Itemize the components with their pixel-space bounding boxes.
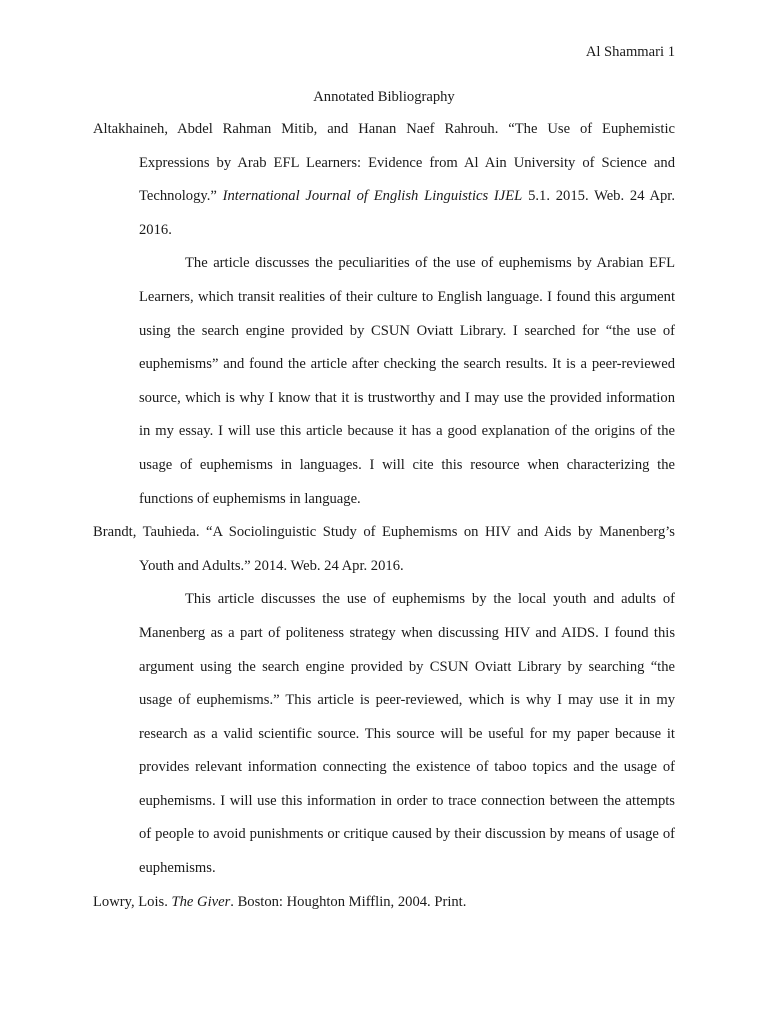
citation-text: 5.1. 2015. Web. 24 Apr. 2016. [139,188,675,238]
book-title: The Giver [171,893,231,910]
running-head: Al Shammari 1 [585,44,675,60]
citation-altakhaineh [93,113,675,247]
page-title: Annotated Bibliography [313,89,455,105]
annotation-altakhaineh: The article discusses the peculiarities of the use of euphemisms by Arabian EFL Learners, which transit realities of their culture to English language. I found this argument using the search engine provided by CSUN Oviatt Library. I searched for “the use of euphemisms” and found the article after checking the search results. It is a peer-reviewed source, which is why I know that it is trustworthy and I may use the provided information in my essay. I will use this article because it has a good explanation of the origins of the usage of euphemisms in languages. I will cite this resource when characterizing the functions of euphemisms in language. [139,255,675,507]
citation-text: Altakhaineh, Abdel Rahman Mitib, and Hanan Naef Rahrouh. “The Use of Euphemistic Expressions by Arab EFL Learners: Evidence from Al Ain University of Science and Technology.” [93,121,675,205]
bibliography-body [93,113,675,919]
citation-text: . Boston: Houghton Mifflin, 2004. Print. [230,893,467,910]
citation-text: Lowry, Lois. [93,893,172,910]
citation-brandt [93,516,675,583]
citation-lowry [93,886,675,920]
annotation-brandt: This article discusses the use of euphemisms by the local youth and adults of Manenberg as a part of politeness strategy when discussing HIV and AIDS. I found this argument using the search engine provided by CSUN Oviatt Library by searching “the usage of euphemisms.” This article is peer-reviewed, which is why I may use it in my research as a valid scientific source. This source will be useful for my paper because it provides relevant information connecting the existence of taboo topics and the usage of euphemisms. I will use this information in order to trace connection between the attempts of people to avoid punishments or critique caused by their discussion by means of usage of euphemisms. [139,591,675,877]
journal-title: International Journal of English Linguistics IJEL [222,188,523,205]
citation-text: Brandt, Tauhieda. “A Sociolinguistic Study of Euphemisms on HIV and Aids by Manenberg’s Youth and Adults.” 2014. Web. 24 Apr. 2016. [93,524,675,574]
